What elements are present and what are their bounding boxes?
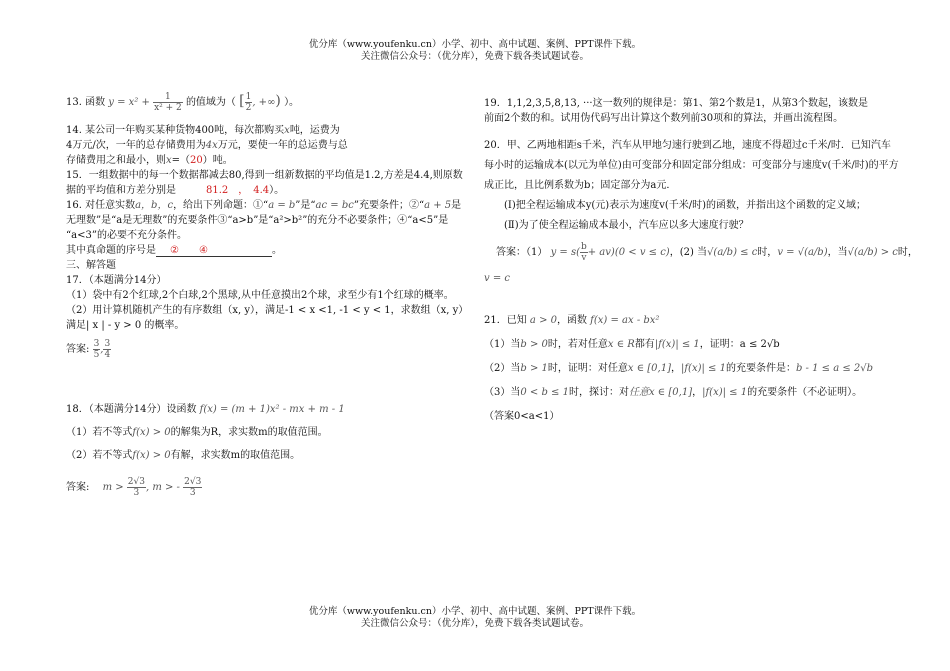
q17-answer: 答案: $\frac{3}{5}$ , $\frac{3}{4}$	[66, 339, 111, 360]
header-line-1: 优分库（www.youfenku.cn）小学、初中、高中试题、案例、PPT课件下载。	[308, 39, 642, 50]
footer-line-2: 关注微信公众号：（优分库），免费下载各类试题试卷。	[360, 618, 589, 629]
q18-answer: 答案: m > $\frac{2√3}{3}$ , m > - $\frac{2√3}{3}$	[66, 477, 202, 498]
q13-answer-fraction: $\frac{1}{2}$	[245, 92, 252, 113]
page-footer	[0, 606, 950, 630]
question-20: 20．甲、乙两地相距s千米，汽车从甲地匀速行驶到乙地，速度不得超过c千米/时．已知汽车 每小时的运输成本(以元为单位)由可变部分和固定部分组成：可变部分与速度v(千米/时)的平方 成正比，且比例系数为b；固定部分为a元． (Ⅰ)把全程运输成本y(元)表示为速度v(千米/时)的函数，并指出这个函数的定义域； (Ⅱ)为了使全程运输成本最小，汽车应以多大速度行驶？ 答案：（1） y = s( $\frac{b}{v}$ + av)(0 < v ≤ c)，(2) 当√(a/b) ≤ c时，v = √(a/b)，当√(a/b) > c时， v = c	[484, 140, 918, 284]
q14-line3: 存储费用之和最小，则	[66, 155, 166, 166]
question-15: 15．一组数据中的每一个数据都减去80,得到一组新数据的平均值是1.2,方差是4.4,则原数 据的平均值和方差分别是 81.2 ， 4.4）。	[66, 168, 466, 198]
question-19: 19．1,1,2,3,5,8,13, ···这一数列的规律是：第1、第2个数是1，从第3个数起，该数是 前面2个数的和。试用伪代码写出计算这个数列前30项和的算法，并画出流程图。	[484, 98, 869, 124]
q14-line2: 4万元/次，一年的总存储费用为	[66, 140, 206, 151]
q16-answer: ② ④	[170, 245, 208, 256]
question-14: 14. 某公司一年购买某种货物400吨，每次都购买x吨，运费为 4万元/次，一年的总存储费用为4x万元，要使一年的总运费与总 存储费用之和最小，则x=（20）吨。	[66, 125, 348, 166]
q13-fraction: $\frac{1}{\text{x² + 2}}$	[154, 92, 182, 113]
q17-title: 17．（本题满分14分）	[66, 275, 167, 286]
page-header	[0, 39, 950, 63]
q18-title: 18．（本题满分14分）设函数	[66, 404, 197, 415]
q21-answer: （答案0<a<1）	[484, 411, 560, 422]
left-column	[66, 90, 469, 498]
q14-answer: 20	[190, 155, 203, 166]
q15-answer-variance: 4.4	[253, 185, 270, 196]
question-13: 13. 函数 y = x² + $\frac{1}{\text{x² + 2}}$ 的值域为（ [ $\frac{1}{2}$ , +∞) ）。	[66, 92, 300, 113]
question-18: 18．（本题满分14分）设函数 f(x) = (m + 1)x² - mx + m - 1 （1）若不等式f(x) > 0的解集为R，求实数m的取值范围。 （2）若不等式f(x) > 0有解，求实数m的取值范围。 答案: m > $\frac{2√3}{3}$ , m > - $\frac{2√3}{3}$	[66, 402, 466, 498]
q15-answer-mean: 81.2	[206, 185, 229, 196]
footer-line-1: 优分库（www.youfenku.cn）小学、初中、高中试题、案例、PPT课件下载。	[308, 606, 642, 617]
q20-answer: 答案：（1） y = s( $\frac{b}{v}$ + av)(0 < v ≤ c)，(2) 当√(a/b) ≤ c时，v = √(a/b)，当√(a/b) > c时，	[496, 242, 918, 263]
q15-line1: 15．一组数据中的每一个数据都减去80,得到一组新数据的平均值是1.2,方差是4.4,则原数	[66, 170, 463, 181]
right-column	[484, 96, 918, 429]
section-heading: 三、解答题	[66, 260, 116, 271]
header-line-2: 关注微信公众号：（优分库），免费下载各类试题试卷。	[360, 51, 589, 62]
question-17: 17．（本题满分14分） （1）袋中有2个红球,2个白球,2个黑球,从中任意摸出2个球，求至少有1个红球的概率。 （2）用计算机随机产生的有序数组（x, y），满足-1 < x <1, -1 < y < 1，求数组（x, y） 满足| x | - y > 0 的概率。 答案: $\frac{3}{5}$ , $\frac{3}{4}$	[66, 275, 469, 360]
q13-formula: y = x² +	[108, 97, 150, 108]
q14-line1: 14. 某公司一年购买某种货物400吨，每次都购买	[66, 125, 285, 136]
q15-line2: 据的平均值和方差分别是	[66, 185, 176, 196]
q13-mid: 的值域为（	[185, 97, 236, 108]
q13-lead: 13. 函数	[66, 97, 106, 108]
question-16: 16. 对任意实数a，b，c，给出下列命题：①“a = b”是“ac = bc”充要条件；②“a + 5是 无理数”是“a是无理数”的充要条件③“a>b”是“a²>b²”的充分不必要条件；④“a<5”是 “a<3”的必要不充分条件。 其中真命题的序号是 ② ④ 。	[66, 200, 462, 256]
question-21: 21．已知 a > 0，函数 f(x) = ax - bx² （1）当b > 0时，若对任意x ∈ R都有|f(x)| ≤ 1，证明：a ≤ 2√b （2）当b > 1时，证明：对任意x ∈ [0,1]，|f(x)| ≤ 1的充要条件是：b - 1 ≤ a ≤ 2√b （3）当0 < b ≤ 1时，探讨：对任意x ∈ [0,1]，|f(x)| ≤ 1的充要条件（不必证明）。 （答案0<a<1）	[484, 309, 884, 429]
q13-answer-tail: , +∞	[252, 97, 276, 108]
q13-end: ）。	[284, 97, 300, 108]
